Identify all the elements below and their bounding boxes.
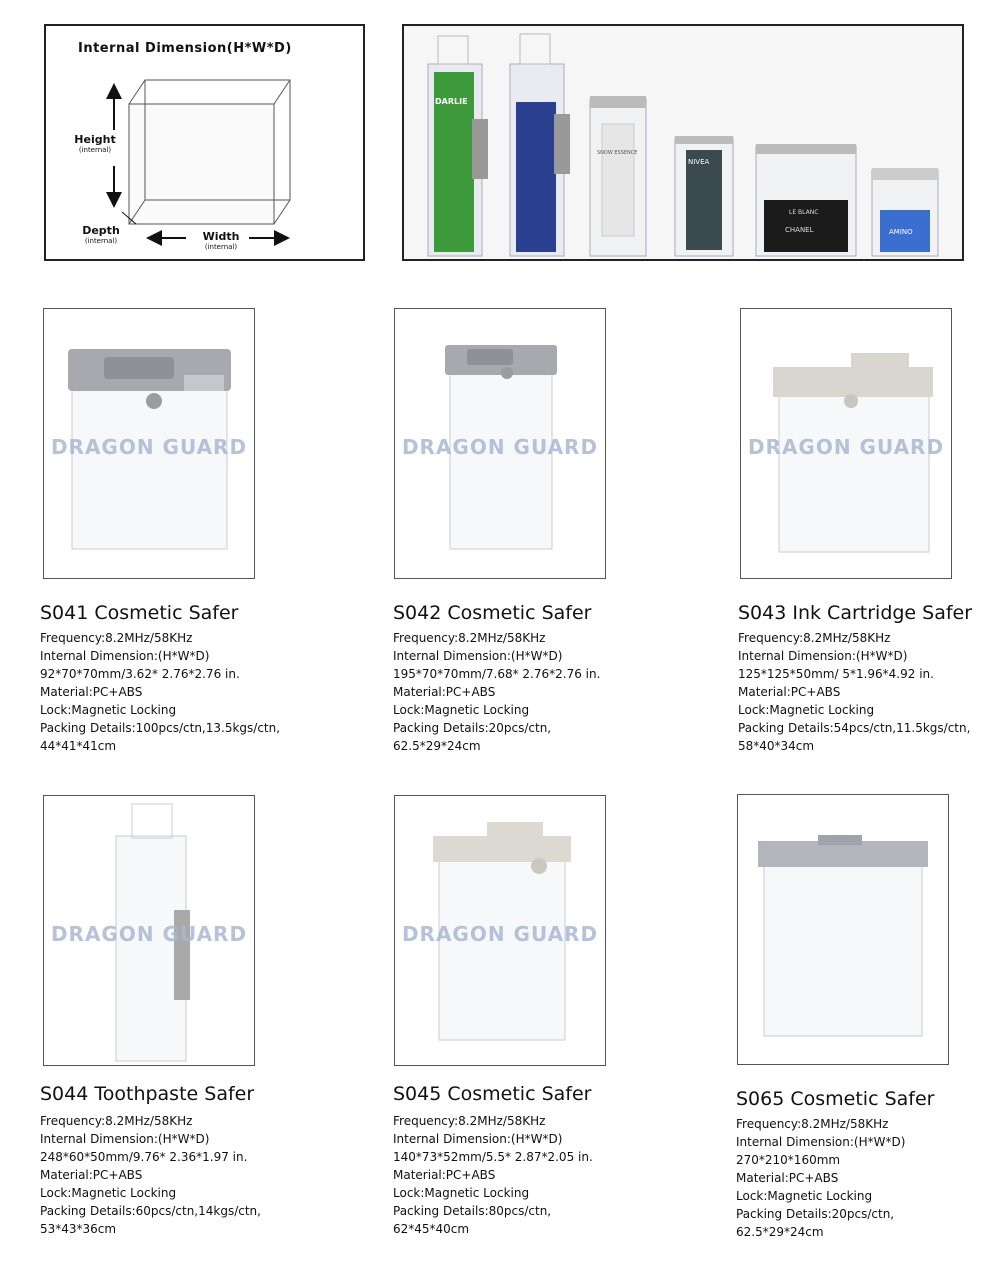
watermark: DRAGON GUARD bbox=[50, 922, 248, 946]
product-title-s044: S044 Toothpaste Safer bbox=[40, 1083, 255, 1105]
product-image-s044 bbox=[43, 795, 255, 1066]
spec-material: Material:PC+ABS bbox=[40, 1168, 143, 1182]
spec-frequency: Frequency:8.2MHz/58KHz bbox=[393, 1114, 546, 1128]
product-specs-s065 bbox=[736, 1115, 905, 1241]
s065-image bbox=[738, 795, 949, 1065]
spec-packing-size: 62.5*29*24cm bbox=[393, 739, 481, 753]
spec-packing-size: 58*40*34cm bbox=[738, 739, 815, 753]
product-label-amino: AMINO bbox=[889, 228, 913, 236]
spec-material: Material:PC+ABS bbox=[40, 685, 143, 699]
spec-dimension-label: Internal Dimension:(H*W*D) bbox=[40, 1132, 210, 1146]
product-specs-s041 bbox=[40, 629, 280, 755]
product-label-chanel: CHANEL bbox=[785, 226, 814, 234]
spec-lock: Lock:Magnetic Locking bbox=[40, 1186, 177, 1200]
spec-frequency: Frequency:8.2MHz/58KHz bbox=[40, 1114, 193, 1128]
product-image-s041 bbox=[43, 308, 255, 579]
spec-packing: Packing Details:60pcs/ctn,14kgs/ctn, bbox=[40, 1204, 261, 1218]
spec-dimension-label: Internal Dimension:(H*W*D) bbox=[393, 1132, 563, 1146]
product-image-s043 bbox=[740, 308, 952, 579]
spec-packing-size: 44*41*41cm bbox=[40, 739, 117, 753]
watermark: DRAGON GUARD bbox=[747, 435, 945, 459]
watermark: DRAGON GUARD bbox=[50, 435, 248, 459]
spec-lock: Lock:Magnetic Locking bbox=[736, 1189, 873, 1203]
product-specs-s042 bbox=[393, 629, 600, 755]
spec-packing: Packing Details:20pcs/ctn, bbox=[736, 1207, 895, 1221]
spec-frequency: Frequency:8.2MHz/58KHz bbox=[40, 631, 193, 645]
product-label-nivea: NIVEA bbox=[688, 158, 710, 166]
product-specs-s043 bbox=[738, 629, 970, 755]
spec-lock: Lock:Magnetic Locking bbox=[40, 703, 177, 717]
spec-frequency: Frequency:8.2MHz/58KHz bbox=[738, 631, 891, 645]
spec-packing-size: 62.5*29*24cm bbox=[736, 1225, 824, 1239]
spec-lock: Lock:Magnetic Locking bbox=[393, 1186, 530, 1200]
spec-packing: Packing Details:20pcs/ctn, bbox=[393, 721, 552, 735]
spec-material: Material:PC+ABS bbox=[393, 1168, 496, 1182]
spec-dimension-label: Internal Dimension:(H*W*D) bbox=[393, 649, 563, 663]
product-title-s043: S043 Ink Cartridge Safer bbox=[738, 602, 973, 624]
spec-packing-size: 53*43*36cm bbox=[40, 1222, 117, 1236]
spec-lock: Lock:Magnetic Locking bbox=[738, 703, 875, 717]
spec-dimension: 248*60*50mm/9.76* 2.36*1.97 in. bbox=[40, 1150, 248, 1164]
product-specs-s045 bbox=[393, 1112, 593, 1238]
product-label-snow-essence: SNOW ESSENCE bbox=[597, 150, 638, 156]
spec-dimension: 92*70*70mm/3.62* 2.76*2.76 in. bbox=[40, 667, 240, 681]
watermark: DRAGON GUARD bbox=[401, 922, 599, 946]
product-specs-s044 bbox=[40, 1112, 261, 1238]
spec-dimension: 125*125*50mm/ 5*1.96*4.92 in. bbox=[738, 667, 934, 681]
spec-packing: Packing Details:54pcs/ctn,11.5kgs/ctn, bbox=[738, 721, 971, 735]
width-label: Width (internal) bbox=[202, 230, 240, 251]
product-title-s041: S041 Cosmetic Safer bbox=[40, 602, 239, 624]
spec-frequency: Frequency:8.2MHz/58KHz bbox=[736, 1117, 889, 1131]
product-image-s042 bbox=[394, 308, 606, 579]
depth-label: Depth (internal) bbox=[82, 224, 120, 245]
spec-packing: Packing Details:100pcs/ctn,13.5kgs/ctn, bbox=[40, 721, 281, 735]
product-title-s065: S065 Cosmetic Safer bbox=[736, 1088, 935, 1110]
spec-packing-size: 62*45*40cm bbox=[393, 1222, 470, 1236]
product-image-s045 bbox=[394, 795, 606, 1066]
spec-packing: Packing Details:80pcs/ctn, bbox=[393, 1204, 552, 1218]
product-title-s042: S042 Cosmetic Safer bbox=[393, 602, 592, 624]
diagram-title: Internal Dimension(H*W*D) bbox=[78, 41, 292, 56]
spec-dimension: 195*70*70mm/7.68* 2.76*2.76 in. bbox=[393, 667, 601, 681]
spec-dimension-label: Internal Dimension:(H*W*D) bbox=[736, 1135, 906, 1149]
height-label: Height (internal) bbox=[74, 133, 116, 154]
spec-dimension: 140*73*52mm/5.5* 2.87*2.05 in. bbox=[393, 1150, 593, 1164]
spec-dimension-label: Internal Dimension:(H*W*D) bbox=[738, 649, 908, 663]
spec-material: Material:PC+ABS bbox=[738, 685, 841, 699]
spec-lock: Lock:Magnetic Locking bbox=[393, 703, 530, 717]
product-lineup-image bbox=[402, 24, 964, 261]
product-label-darlie: DARLIE bbox=[435, 97, 468, 106]
product-image-s065 bbox=[737, 794, 949, 1065]
spec-material: Material:PC+ABS bbox=[393, 685, 496, 699]
watermark: DRAGON GUARD bbox=[401, 435, 599, 459]
product-label-le-blanc: LE BLANC bbox=[789, 209, 819, 216]
spec-dimension: 270*210*160mm bbox=[736, 1153, 841, 1167]
spec-dimension-label: Internal Dimension:(H*W*D) bbox=[40, 649, 210, 663]
spec-material: Material:PC+ABS bbox=[736, 1171, 839, 1185]
product-title-s045: S045 Cosmetic Safer bbox=[393, 1083, 592, 1105]
spec-frequency: Frequency:8.2MHz/58KHz bbox=[393, 631, 546, 645]
